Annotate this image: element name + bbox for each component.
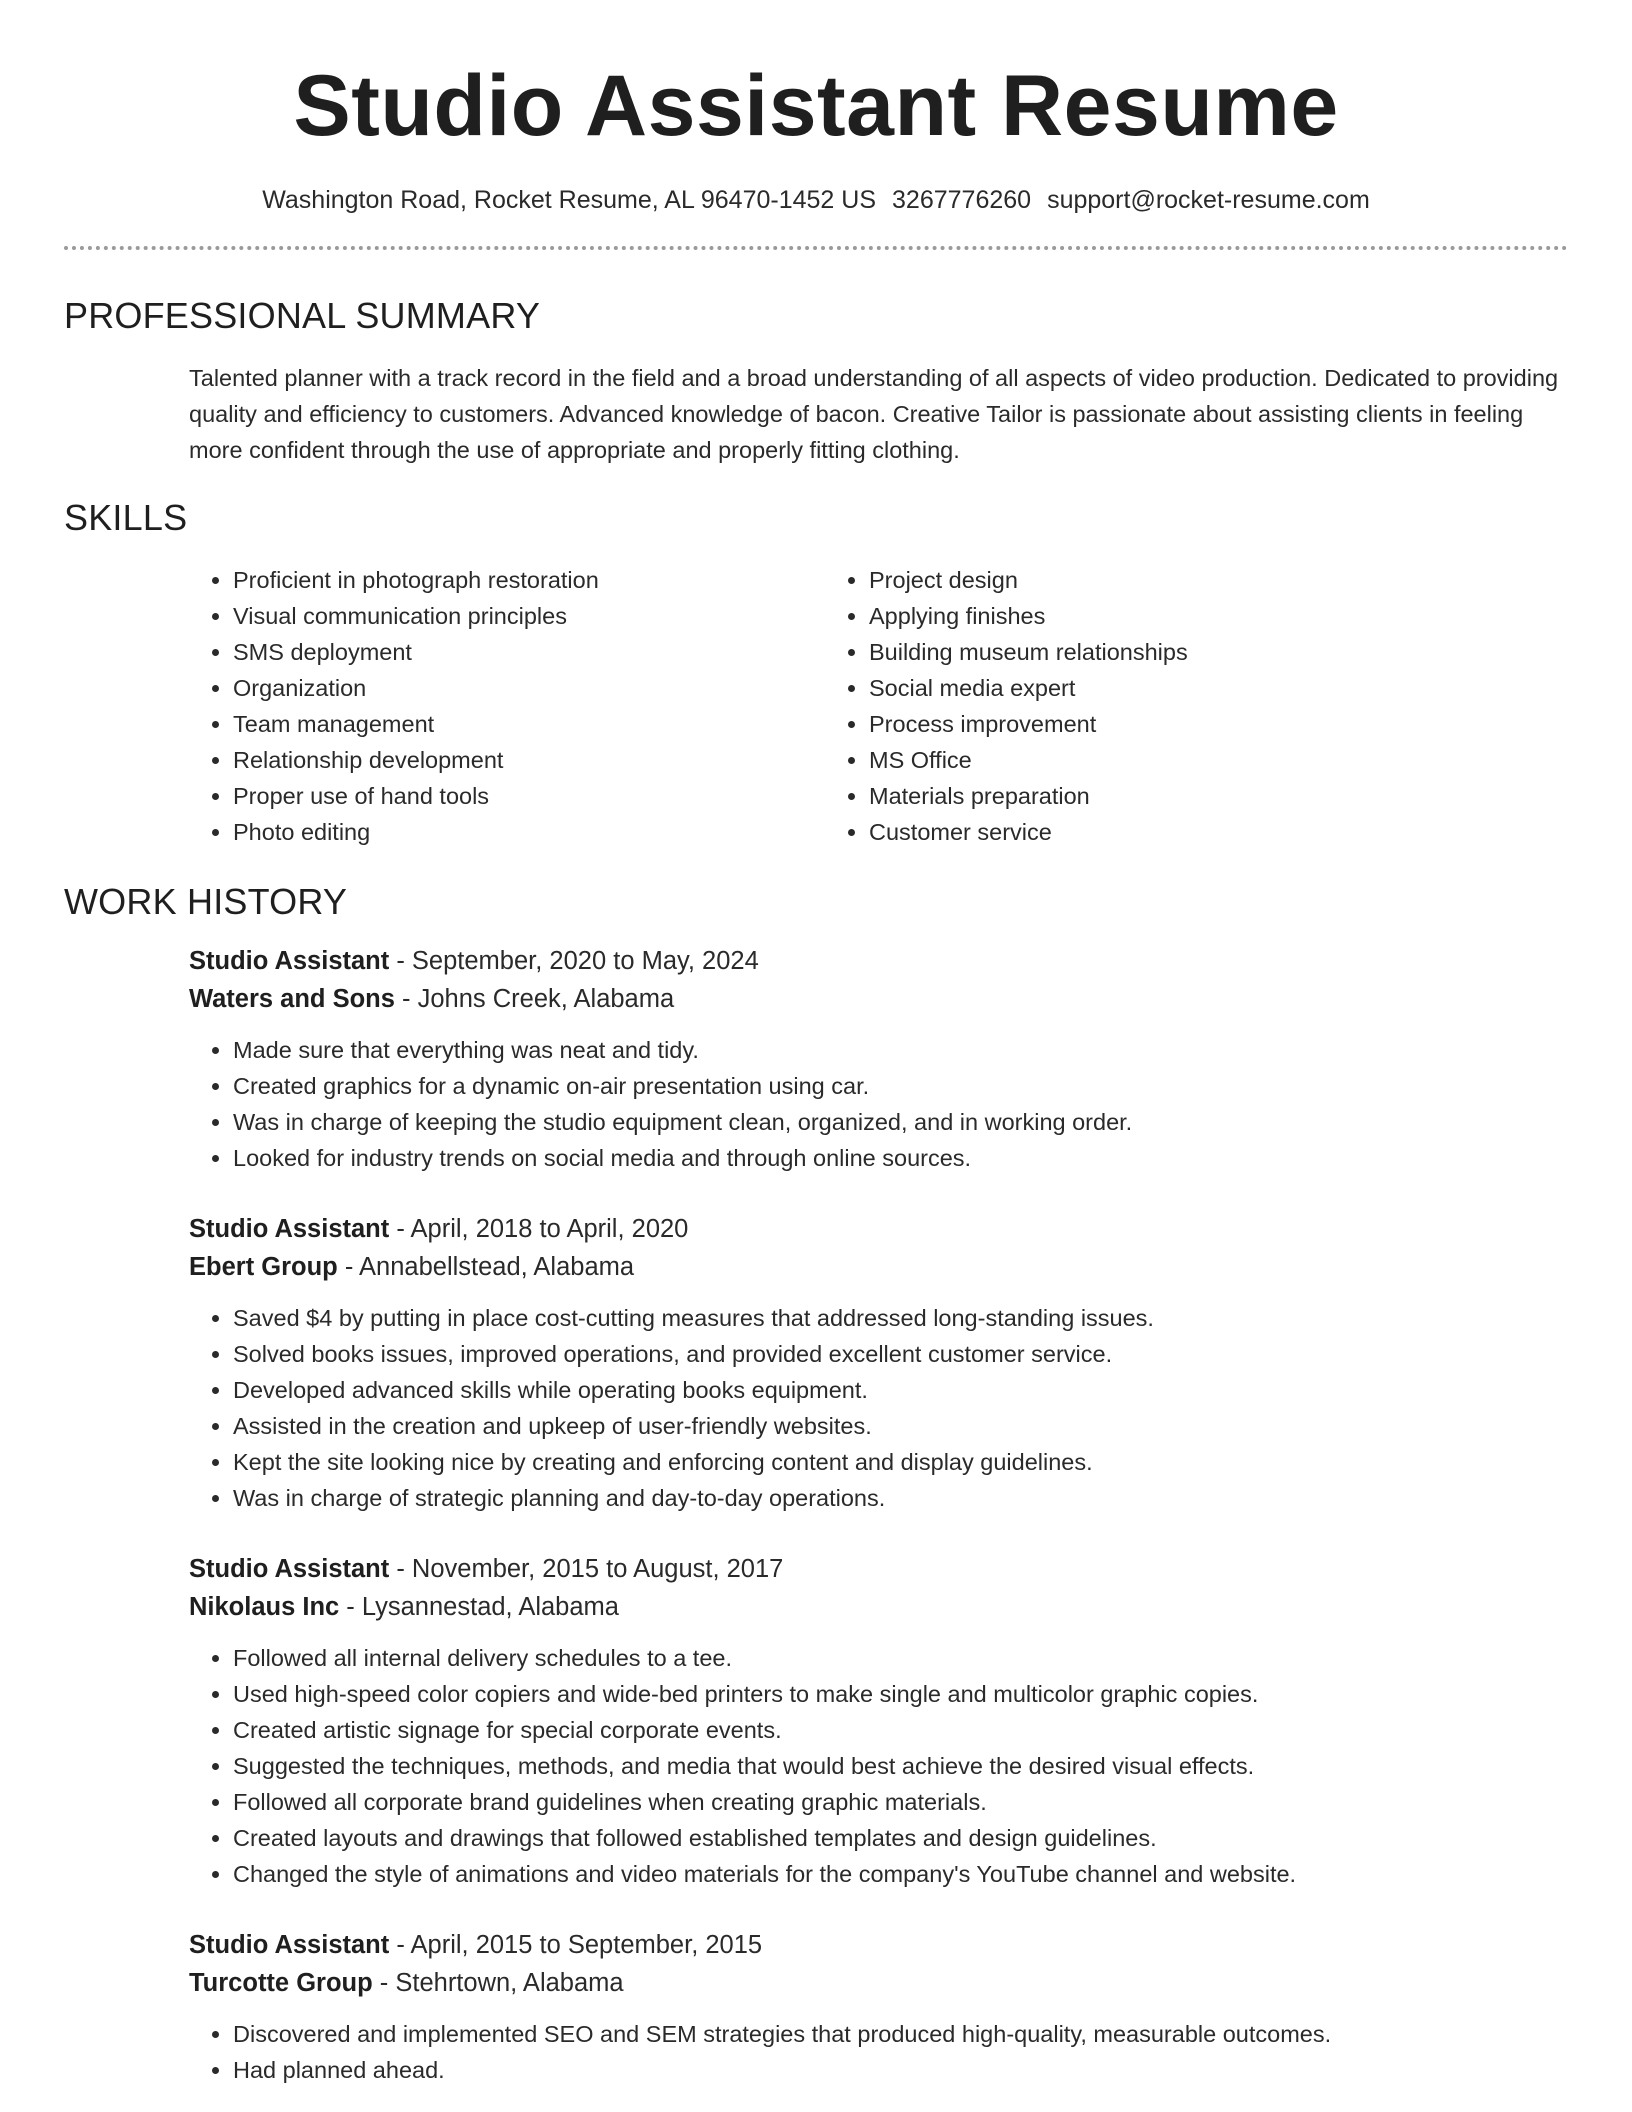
job-duties: [189, 1640, 1568, 1892]
job-title-line: [189, 942, 1568, 980]
job-duties: [189, 1300, 1568, 1516]
separator: -: [389, 947, 412, 975]
contact-phone: 3267776260: [892, 186, 1032, 214]
job-entry: [189, 1550, 1568, 1892]
skill-item: • Customer service: [869, 814, 1188, 850]
job-company: Turcotte Group: [189, 1969, 373, 1997]
skill-item: • Applying finishes: [869, 598, 1188, 634]
skills-column-left: [189, 562, 825, 850]
job-duty-item: • Created artistic signage for special corporate events.: [233, 1712, 1568, 1748]
job-duty-item: • Saved $4 by putting in place cost-cutting measures that addressed long-standing issues.: [233, 1300, 1568, 1336]
job-duty-item: • Assisted in the creation and upkeep of user-friendly websites.: [233, 1408, 1568, 1444]
separator: -: [389, 1931, 411, 1959]
job-duty-item: • Looked for industry trends on social media and through online sources.: [233, 1140, 1568, 1176]
job-company-line: [189, 980, 1568, 1018]
job-location: Annabellstead, Alabama: [359, 1253, 635, 1281]
job-duty-item: • Created graphics for a dynamic on-air presentation using car.: [233, 1068, 1568, 1104]
separator: -: [389, 1555, 412, 1583]
contact-email: support@rocket-resume.com: [1047, 186, 1370, 214]
work-history-section: [64, 880, 1568, 2088]
job-dates: April, 2015 to September, 2015: [410, 1931, 763, 1959]
job-duties: [189, 1032, 1568, 1176]
skill-item: • Organization: [233, 670, 825, 706]
job-title: Studio Assistant: [189, 1215, 390, 1243]
job-company: Waters and Sons: [189, 985, 395, 1013]
contact-address: Washington Road, Rocket Resume, AL 96470-1452 US: [262, 186, 877, 214]
skill-item: • Photo editing: [233, 814, 825, 850]
skill-item: • SMS deployment: [233, 634, 825, 670]
separator: -: [394, 985, 418, 1013]
job-company: Nikolaus Inc: [189, 1593, 340, 1621]
skill-item: • Building museum relationships: [869, 634, 1188, 670]
job-duty-item: • Used high-speed color copiers and wide-bed printers to make single and multicolor graphic copies.: [233, 1676, 1568, 1712]
job-entry: [189, 942, 1568, 1176]
skill-item: • Process improvement: [869, 706, 1188, 742]
skill-item: • MS Office: [869, 742, 1188, 778]
professional-summary-section: [64, 294, 1568, 468]
skill-item: • Materials preparation: [869, 778, 1188, 814]
skill-item: • Visual communication principles: [233, 598, 825, 634]
job-company: Ebert Group: [189, 1253, 338, 1281]
job-duty-item: • Followed all corporate brand guidelines when creating graphic materials.: [233, 1784, 1568, 1820]
skills-section: [64, 496, 1568, 850]
separator: -: [372, 1969, 396, 1997]
skill-item: • Proper use of hand tools: [233, 778, 825, 814]
job-duty-item: • Kept the site looking nice by creating and enforcing content and display guidelines.: [233, 1444, 1568, 1480]
section-heading-skills: SKILLS: [64, 497, 188, 538]
job-list: [189, 942, 1568, 2088]
job-company-line: [189, 1588, 1568, 1626]
job-duty-item: • Solved books issues, improved operations, and provided excellent customer service.: [233, 1336, 1568, 1372]
job-duty-item: • Was in charge of strategic planning and day-to-day operations.: [233, 1480, 1568, 1516]
job-location: Lysannestad, Alabama: [361, 1593, 619, 1621]
job-duty-item: • Discovered and implemented SEO and SEM strategies that produced high-quality, measurable outcomes.: [233, 2016, 1568, 2052]
separator: -: [339, 1593, 362, 1621]
resume-title: Studio Assistant Resume: [293, 58, 1339, 154]
skill-item: • Proficient in photograph restoration: [233, 562, 825, 598]
job-dates: November, 2015 to August, 2017: [411, 1555, 784, 1583]
section-heading-summary: PROFESSIONAL SUMMARY: [64, 295, 541, 336]
job-duty-item: • Followed all internal delivery schedules to a tee.: [233, 1640, 1568, 1676]
job-company-line: [189, 1248, 1568, 1286]
job-duty-item: • Developed advanced skills while operating books equipment.: [233, 1372, 1568, 1408]
job-duties: [189, 2016, 1568, 2088]
skill-item: • Relationship development: [233, 742, 825, 778]
header-divider: [64, 246, 1568, 250]
separator: -: [389, 1215, 411, 1243]
job-location: Stehrtown, Alabama: [395, 1969, 624, 1997]
job-title: Studio Assistant: [189, 1555, 390, 1583]
job-company-line: [189, 1964, 1568, 2002]
job-title: Studio Assistant: [189, 1931, 390, 1959]
job-duty-item: • Changed the style of animations and video materials for the company's YouTube channel and website.: [233, 1856, 1568, 1892]
job-title-line: [189, 1550, 1568, 1588]
skills-grid: [189, 562, 1568, 850]
job-title-line: [189, 1926, 1568, 1964]
job-title: Studio Assistant: [189, 947, 390, 975]
section-heading-work: WORK HISTORY: [64, 881, 348, 922]
job-dates: September, 2020 to May, 2024: [411, 947, 759, 975]
skill-item: • Team management: [233, 706, 825, 742]
job-dates: April, 2018 to April, 2020: [410, 1215, 689, 1243]
job-duty-item: • Had planned ahead.: [233, 2052, 1568, 2088]
skill-item: • Social media expert: [869, 670, 1188, 706]
job-duty-item: • Made sure that everything was neat and tidy.: [233, 1032, 1568, 1068]
skills-column-right: [825, 562, 1188, 850]
contact-line: [64, 184, 1568, 216]
summary-text: Talented planner with a track record in the field and a broad understanding of all aspects of video production. Dedicated to providing quality and efficiency to customers. Advanced knowledge of bacon. Creative Tailor is passionate about assisting clients in feeling more confident through the use of appropriate and properly fitting clothing.: [189, 365, 1559, 463]
skill-item: • Project design: [869, 562, 1188, 598]
job-title-line: [189, 1210, 1568, 1248]
job-entry: [189, 1210, 1568, 1516]
job-location: Johns Creek, Alabama: [417, 985, 675, 1013]
job-entry: [189, 1926, 1568, 2088]
job-duty-item: • Suggested the techniques, methods, and media that would best achieve the desired visual effects.: [233, 1748, 1568, 1784]
job-duty-item: • Was in charge of keeping the studio equipment clean, organized, and in working order.: [233, 1104, 1568, 1140]
separator: -: [337, 1253, 360, 1281]
job-duty-item: • Created layouts and drawings that followed established templates and design guidelines.: [233, 1820, 1568, 1856]
